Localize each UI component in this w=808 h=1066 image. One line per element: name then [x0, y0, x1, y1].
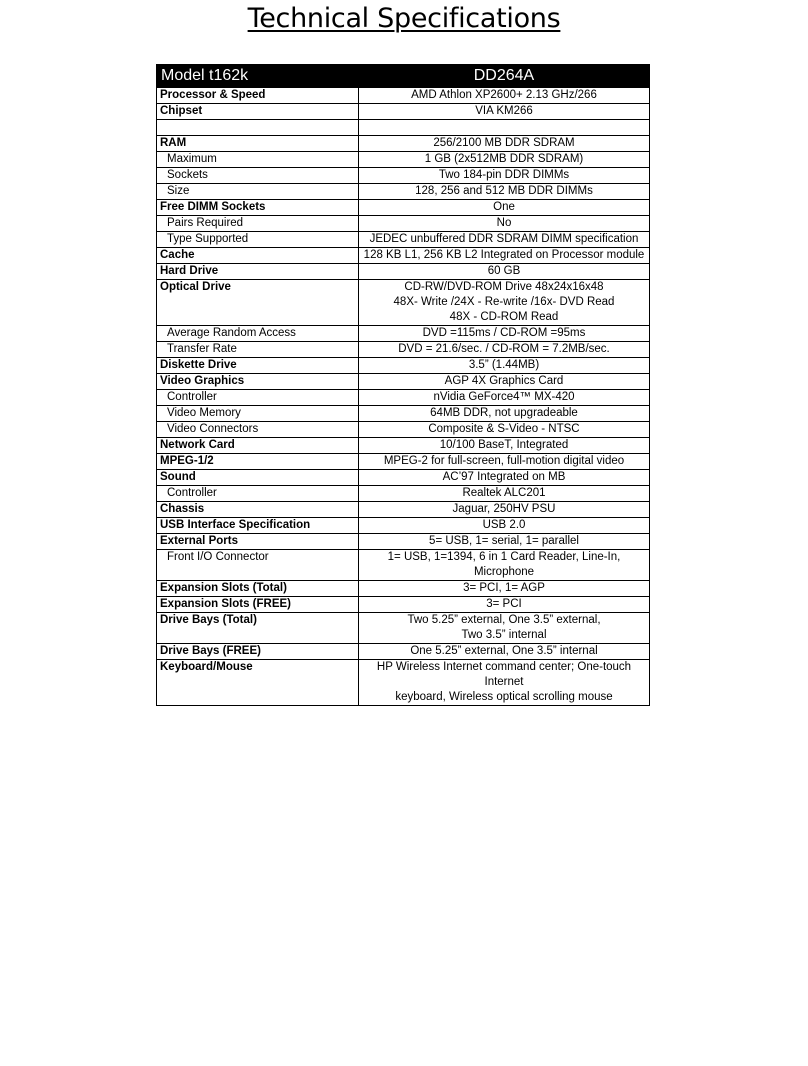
spec-value: One — [359, 200, 650, 216]
table-row — [157, 613, 650, 644]
spec-label: Drive Bays (FREE) — [157, 644, 359, 660]
table-row — [157, 644, 650, 660]
table-row — [157, 550, 650, 581]
spec-label: Sound — [157, 470, 359, 486]
spec-value: VIA KM266 — [359, 104, 650, 120]
spec-label: External Ports — [157, 534, 359, 550]
spec-value: AMD Athlon XP2600+ 2.13 GHz/266 — [359, 88, 650, 104]
spec-value: 1 GB (2x512MB DDR SDRAM) — [359, 152, 650, 168]
spec-value: Composite & S-Video - NTSC — [359, 422, 650, 438]
table-row — [157, 232, 650, 248]
spec-value: DVD =115ms / CD-ROM =95ms — [359, 326, 650, 342]
table-row — [157, 326, 650, 342]
model-header: Model t162k — [157, 65, 359, 88]
spec-label: Diskette Drive — [157, 358, 359, 374]
spec-value: JEDEC unbuffered DDR SDRAM DIMM specification — [359, 232, 650, 248]
spec-label: Transfer Rate — [157, 342, 359, 358]
spec-label: Free DIMM Sockets — [157, 200, 359, 216]
spec-label: Sockets — [157, 168, 359, 184]
spec-label: Expansion Slots (Total) — [157, 581, 359, 597]
table-row — [157, 342, 650, 358]
table-row — [157, 216, 650, 232]
spec-value: DVD = 21.6/sec. / CD-ROM = 7.2MB/sec. — [359, 342, 650, 358]
spec-value: 10/100 BaseT, Integrated — [359, 438, 650, 454]
spec-label: Video Connectors — [157, 422, 359, 438]
spec-label: Expansion Slots (FREE) — [157, 597, 359, 613]
spec-label: Network Card — [157, 438, 359, 454]
spec-label: Maximum — [157, 152, 359, 168]
spec-value: MPEG-2 for full-screen, full-motion digital video — [359, 454, 650, 470]
spec-value: Two 184-pin DDR DIMMs — [359, 168, 650, 184]
spec-label: Processor & Speed — [157, 88, 359, 104]
spec-value: 3.5” (1.44MB) — [359, 358, 650, 374]
spec-value: Jaguar, 250HV PSU — [359, 502, 650, 518]
table-row — [157, 152, 650, 168]
table-row — [157, 486, 650, 502]
table-row — [157, 534, 650, 550]
spec-label: Size — [157, 184, 359, 200]
spec-value: nVidia GeForce4™ MX-420 — [359, 390, 650, 406]
table-row — [157, 104, 650, 120]
table-row — [157, 502, 650, 518]
table-row — [157, 422, 650, 438]
spec-label: Chassis — [157, 502, 359, 518]
spec-label: Optical Drive — [157, 280, 359, 326]
spec-label: Controller — [157, 390, 359, 406]
model-number-header: DD264A — [359, 65, 650, 88]
spec-value: 128 KB L1, 256 KB L2 Integrated on Processor module — [359, 248, 650, 264]
spec-label: Drive Bays (Total) — [157, 613, 359, 644]
spec-value: Two 5.25” external, One 3.5” external, Two 3.5” internal — [359, 613, 650, 644]
table-header-row — [157, 65, 650, 88]
table-row — [157, 200, 650, 216]
table-row — [157, 88, 650, 104]
table-row — [157, 168, 650, 184]
spec-value: AGP 4X Graphics Card — [359, 374, 650, 390]
spec-value: 1= USB, 1=1394, 6 in 1 Card Reader, Line-In, Microphone — [359, 550, 650, 581]
spec-value: CD-RW/DVD-ROM Drive 48x24x16x48 48X- Write /24X - Re-write /16x- DVD Read 48X - CD-ROM Read — [359, 280, 650, 326]
table-row — [157, 518, 650, 534]
spec-value: 5= USB, 1= serial, 1= parallel — [359, 534, 650, 550]
spec-label: RAM — [157, 136, 359, 152]
table-row — [157, 374, 650, 390]
spec-value: HP Wireless Internet command center; One-touch Internet keyboard, Wireless optical scrolling mouse — [359, 660, 650, 706]
spec-label: Average Random Access — [157, 326, 359, 342]
table-row — [157, 264, 650, 280]
spec-value: Realtek ALC201 — [359, 486, 650, 502]
spec-value: 3= PCI — [359, 597, 650, 613]
table-row — [157, 406, 650, 422]
spec-label: Pairs Required — [157, 216, 359, 232]
spec-value: 256/2100 MB DDR SDRAM — [359, 136, 650, 152]
table-row — [157, 184, 650, 200]
spec-label: Chipset — [157, 104, 359, 120]
page-title: Technical Specifications — [247, 3, 561, 34]
table-row — [157, 358, 650, 374]
table-row — [157, 454, 650, 470]
spec-value: 3= PCI, 1= AGP — [359, 581, 650, 597]
table-row — [157, 597, 650, 613]
spec-label: Keyboard/Mouse — [157, 660, 359, 706]
table-row — [157, 470, 650, 486]
table-row — [157, 390, 650, 406]
spec-label: Front I/O Connector — [157, 550, 359, 581]
spec-label: MPEG-1/2 — [157, 454, 359, 470]
spec-table-body — [157, 88, 650, 706]
spec-value: USB 2.0 — [359, 518, 650, 534]
spec-value — [359, 120, 650, 136]
spec-label: Controller — [157, 486, 359, 502]
spec-value: One 5.25” external, One 3.5” internal — [359, 644, 650, 660]
spec-value: 64MB DDR, not upgradeable — [359, 406, 650, 422]
spec-table — [156, 64, 650, 706]
spec-label: Video Memory — [157, 406, 359, 422]
spec-label: USB Interface Specification — [157, 518, 359, 534]
table-row — [157, 438, 650, 454]
spec-label: Type Supported — [157, 232, 359, 248]
table-row — [157, 660, 650, 706]
table-row — [157, 120, 650, 136]
spec-value: AC’97 Integrated on MB — [359, 470, 650, 486]
table-row — [157, 136, 650, 152]
spec-label: Cache — [157, 248, 359, 264]
table-row — [157, 280, 650, 326]
spec-value: 128, 256 and 512 MB DDR DIMMs — [359, 184, 650, 200]
table-row — [157, 248, 650, 264]
spec-label — [157, 120, 359, 136]
spec-value: No — [359, 216, 650, 232]
spec-label: Hard Drive — [157, 264, 359, 280]
spec-value: 60 GB — [359, 264, 650, 280]
spec-label: Video Graphics — [157, 374, 359, 390]
table-row — [157, 581, 650, 597]
